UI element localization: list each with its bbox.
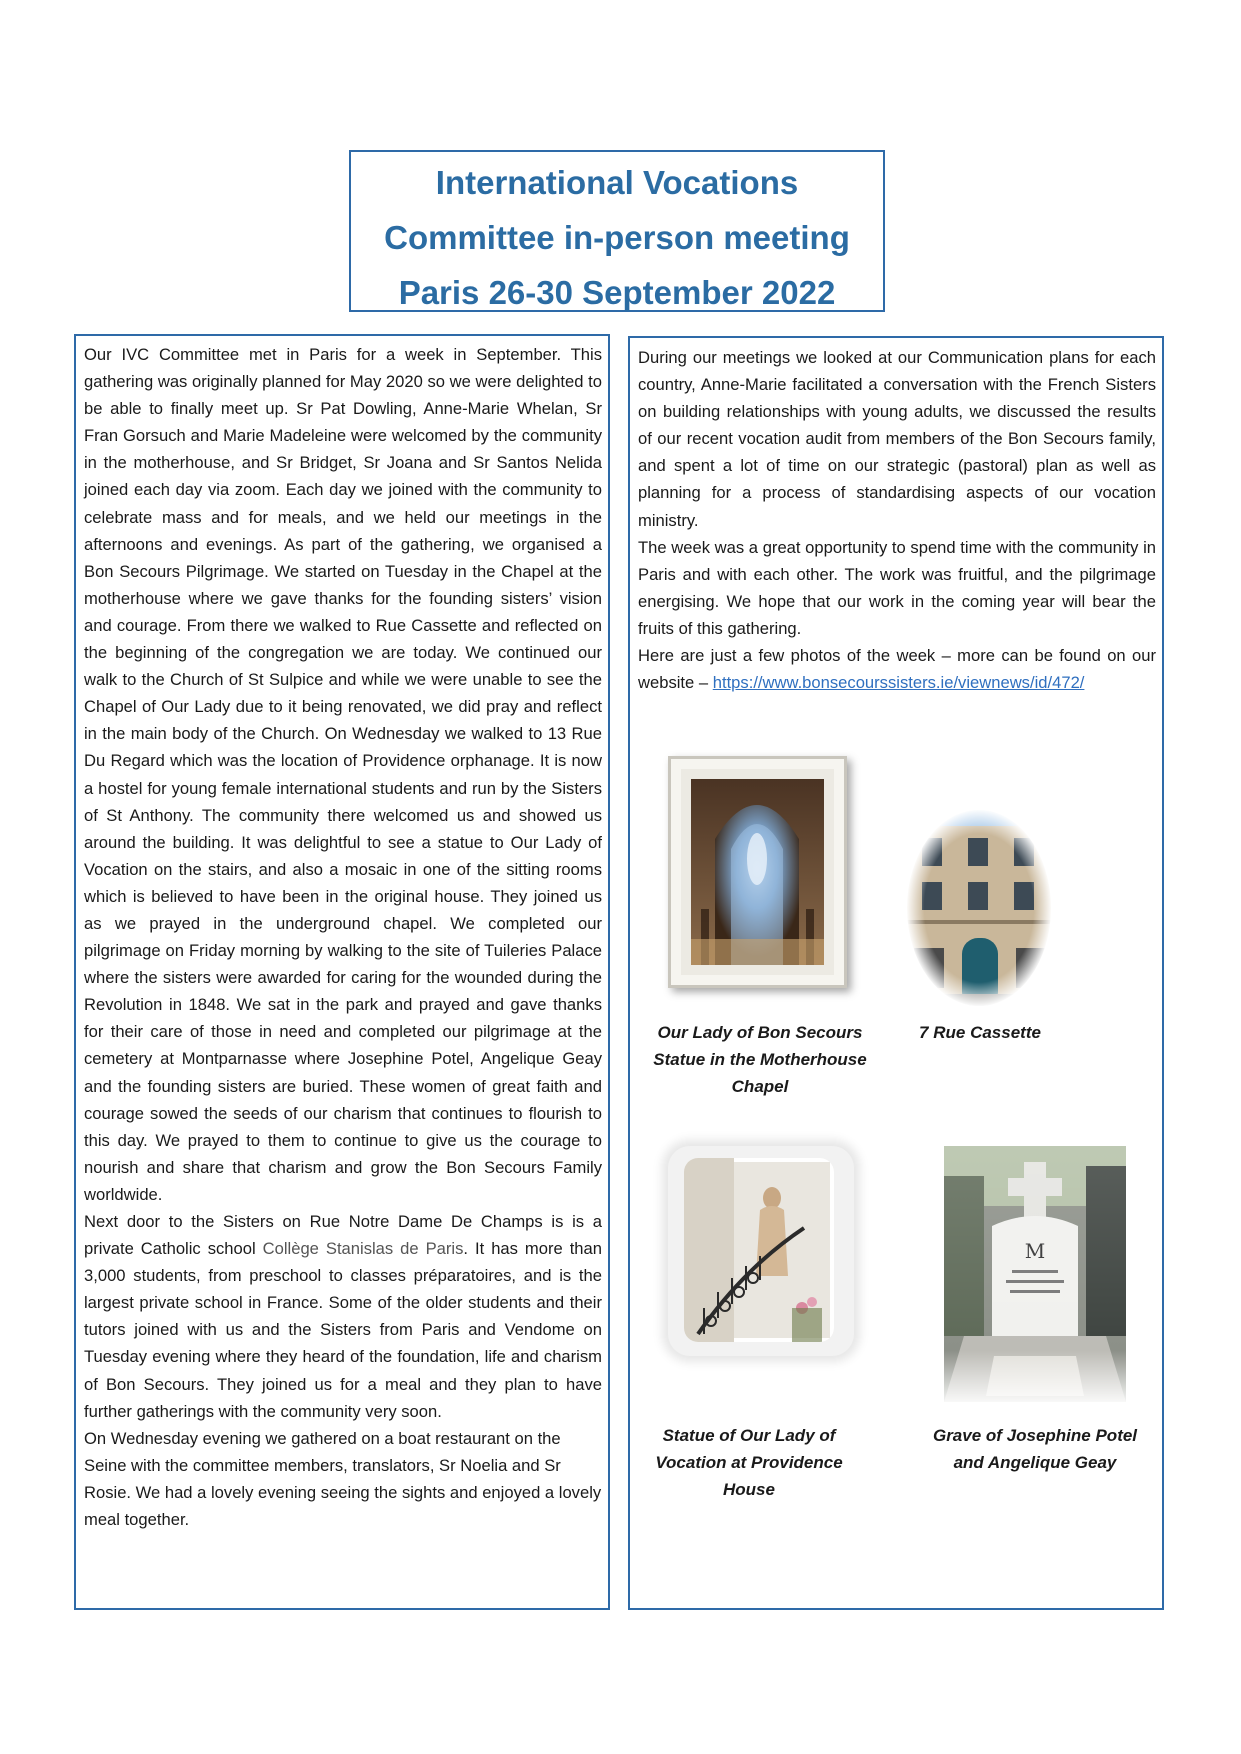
chapel-window-image: [691, 779, 824, 965]
left-paragraph-2-end: . It has more than 3,000 students, from preschool to classes préparatoires, and is the largest private school in France. Some of the older students and their tutors joined with us and the Sisters from Paris and Vendome on Tuesday evening where they heard of the foundation, life and charism of Bon Secours. They joined us for a meal and they plan to have further gatherings with the community very soon.: [84, 1239, 602, 1421]
website-link[interactable]: https://www.bonsecourssisters.ie/viewnews/id/472/: [712, 673, 1085, 693]
grave-caption-line-1: Grave of Josephine Potel: [932, 1426, 1138, 1445]
vocation-statue-image: [684, 1158, 834, 1342]
grave-caption-line-2: and Angelique Geay: [953, 1453, 1117, 1472]
rue-cassette-image: [904, 808, 1054, 1008]
chapel-caption-line-3: Chapel: [731, 1077, 789, 1096]
school-name: Collège Stanislas de Paris: [262, 1239, 464, 1259]
chapel-caption-line-2: Statue in the Motherhouse: [653, 1050, 867, 1069]
rue-cassette-caption: 7 Rue Cassette: [919, 1023, 1041, 1042]
grave-image: [944, 1146, 1126, 1402]
vocation-caption: [644, 1422, 854, 1503]
title-line-2: Committee in-person meeting: [384, 219, 850, 256]
vocation-caption-line-1: Statue of Our Lady of: [662, 1426, 836, 1445]
vocation-caption-line-3: House: [723, 1480, 775, 1499]
title-line-1: International Vocations: [435, 164, 799, 201]
left-column: [74, 334, 610, 1610]
title-line-3: Paris 26-30 September 2022: [398, 274, 836, 311]
vocation-statue-photo: [668, 1146, 854, 1356]
left-paragraph-3: On Wednesday evening we gathered on a boat restaurant on the Seine with the committee members, translators, Sr Noelia and Sr Rosie. We had a lovely evening seeing the sights and enjoyed a lovely meal together.: [84, 1428, 602, 1530]
right-paragraph-2: The week was a great opportunity to spend time with the community in Paris and with each other. The work was fruitful, and the pilgrimage energising. We hope that our work in the coming year will bear the fruits of this gathering.: [638, 537, 1156, 638]
right-paragraph-3-text: Here are just a few photos of the week – more can be found on our website –: [638, 646, 1156, 693]
left-paragraph-1: Our IVC Committee met in Paris for a week in September. This gathering was originally planned for May 2020 so we were delighted to be able to finally meet up. Sr Pat Dowling, Anne-Marie Whelan, Sr Fran Gorsuch and Marie Madeleine were welcomed by the community in the motherhouse, and Sr Bridget, Sr Joana and Sr Santos Nelida joined each day via zoom. Each day we joined with the community to celebrate mass and for meals, and we held our meetings in the afternoons and evenings. As part of the gathering, we organised a Bon Secours Pilgrimage. We started on Tuesday in the Chapel at the motherhouse where we gave thanks for the founding sisters’ vision and courage. From there we walked to Rue Cassette and reflected on the beginning of the congregation we are today. We continued our walk to the Church of St Sulpice and while we were unable to see the Chapel of Our Lady due to it being renovated, we did pray and reflect in the main body of the Church. On Wednesday we walked to 13 Rue Du Regard which was the location of Providence orphanage. It is now a hostel for young female international students and run by the Sisters of St Anthony. The community there welcomed us and showed us around the building. It was delightful to see a statue to Our Lady of Vocation on the stairs, and also a mosaic in one of the sitting rooms which is believed to have been in the original house. They joined us as we prayed in the underground chapel. We completed our pilgrimage on Friday morning by walking to the site of Tuileries Palace where the sisters were awarded for caring for the wounded during the Revolution in 1848. We sat in the park and prayed and gave thanks for their care of those in need and completed our pilgrimage at the cemetery at Montparnasse where Josephine Potel, Angelique Geay and the founding sisters are buried. These women of great faith and courage sowed the seeds of our charism that continues to flourish to this day. We prayed to them to continue to give us the courage to nourish and share that charism and grow the Bon Secours Family worldwide.: [84, 345, 602, 1204]
right-paragraph-1: During our meetings we looked at our Communication plans for each country, Anne-Marie facilitated a conversation with the French Sisters on building relationships with young adults, we discussed the results of our recent vocation audit from members of the Bon Secours family, and spent a lot of time on our strategic (pastoral) plan as well as planning for a process of standardising aspects of our vocation ministry.: [638, 348, 1156, 530]
grave-caption: [920, 1422, 1150, 1476]
title-box: [349, 150, 885, 312]
left-paragraph-2: [84, 1208, 602, 1425]
chapel-caption: [650, 1019, 870, 1100]
right-paragraph-3: [638, 642, 1156, 696]
left-paragraph-2-start: Next door to the Sisters on Rue Notre Dame De Champs is is a private Catholic school: [84, 1212, 602, 1259]
chapel-photo-frame: [668, 756, 847, 988]
chapel-caption-line-1: Our Lady of Bon Secours: [657, 1023, 863, 1042]
vocation-caption-line-2: Vocation at Providence: [655, 1453, 843, 1472]
right-column: [628, 336, 1164, 1610]
